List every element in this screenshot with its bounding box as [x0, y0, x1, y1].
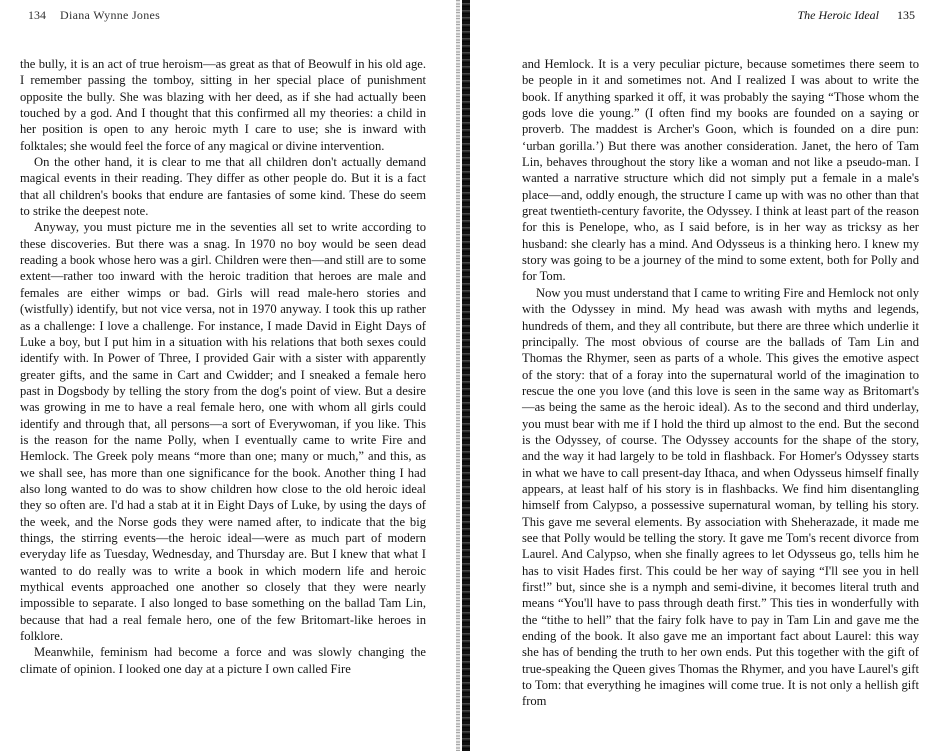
- book-spine: [462, 0, 470, 751]
- left-page-header: [20, 0, 426, 48]
- paragraph: Now you must understand that I came to writing Fire and Hemlock not only with the Odyssey in mind. My head was awash with myths and legends, hundreds of them, and they all contribute, but there are three which underlie it principally. The most obvious of course are the ballads of Tam Lin and Thomas the Rhymer, seen as parts of a whole. This gives the emotive aspect of the story: that of a foray into the supernatural world of the imagination to rescue the one you love (and this love is seen in the same way as Britomart's—as being the same as the heroic ideal). As to the second and third underlay, you must bear with me if I hold the third up almost to the end. But the second is the Odyssey, of course. The Odyssey accounts for the shape of the story, and the way it had largely to be told in flashback. For Homer's Odyssey starts in what we have to call present-day Ithaca, and when Odysseus himself finally appears, at least half of his story is in flashbacks. We find him disentangling himself from Calypso, a possessive supernatural woman, by telling his story. This gave me several elements. By association with Sheherazade, it made me see that Polly would be telling the story. It gave me Tom's recent divorce from Laurel. And Calypso, when she finally agrees to let Odysseus go, tells him he has to visit Hades first. This could be her way of saying “I'll see you in hell first!” but, since she is a nymph and semi-divine, it becomes literal truth and means “You'll have to pass through death first.” This ties in wonderfully with the “tithe to hell” that the fairy folk have to pay in Tam Lin and gave me the ending of the book. It also gave me an important fact about Laurel: this way she has of bending the truth to her own ends. Put this together with the gift of true-speaking the Queen gives Thomas the Rhymer, and you have Laurel's gift to Tom: that everything he imagines will come true. It is not only a hellish gift from: [522, 285, 919, 709]
- right-page-running-title: The Heroic Ideal: [797, 8, 879, 22]
- paragraph: and Hemlock. It is a very peculiar picture, because sometimes there seem to be people in it and sometimes not. And I realized I was about to write the book. If anything sparked it off, it was probably the saying “Those whom the gods love die young.” (I often find my books are founded on a saying or proverb. The maddest is Archer's Goon, which is founded on a dire pun: ‘urban gorilla.’) But there was another consideration. Janet, the hero of Tam Lin, behaves throughout the story like a woman and not like a pseudo-man. I wanted a narrative structure which did not simply put a female in a male's place—and, oddly enough, the structure I came up with was no other than that great twentieth-century favorite, the Odyssey. I think at least part of the reason for this is Penelope, who, as I said before, is in her way as tricksy as her husband: she clearly has a mind. And Odysseus is a thinking hero. I knew my story was going to be a journey of the mind to some extent, both for Polly and for Tom.: [522, 57, 919, 284]
- right-page-number: 135: [897, 8, 915, 22]
- right-page-body: [522, 56, 919, 710]
- left-page-body: [20, 56, 426, 677]
- left-page-running-title: Diana Wynne Jones: [60, 8, 161, 22]
- right-page-header: [522, 0, 919, 48]
- paragraph: Anyway, you must picture me in the seventies all set to write according to these discoveries. But there was a snag. In 1970 no boy would be seen dead reading a book whose hero was a girl. Children were then—and still are to some extent—rather too inward with the heroic tradition that heroes are male and females are either wimps or bad. Girls will read male-hero stories and (wistfully) identify, but not vice versa, not in 1970 anyway. I took this up rather as a challenge: I love a challenge. For instance, I made David in Eight Days of Luke a boy, but I put him in a situation with his relations that both sexes could identify with. In Power of Three, I provided Gair with a sister with apparently greater gifts, and the same in Cart and Cwidder; and I sneaked a female hero past in Dogsbody by telling the story from the dog's point of view. But a desire was growing in me to have a real female hero, one with whom all girls could identify and through that, all persons—a sort of Everywoman, if you like. This is the reason for the name Polly, when I eventually came to write Fire and Hemlock. The Greek poly means “more than one; many or much,” and this, as we shall see, has more than one significance for the book. Another thing I had also long wanted to do was to show children how close to the old heroic ideal they so often are. I'd had a stab at it in Eight Days of Luke, by using the days of the week, and the Norse gods they were named after, to indicate that the big things, the stirring events—the heroic ideal—were as much part of modern everyday life as Tuesday, Wednesday, and Thursday are. But I knew that what I wanted to do really was to write a book in which modern life and heroic mythical events approached one another so closely that they were nearly impossible to separate. I also longed to base something on the ballad Tam Lin, because that had a real female hero, one of the few Britomart-like heroes in folklore.: [20, 220, 426, 644]
- right-page: [486, 0, 947, 751]
- left-page-number: 134: [28, 8, 46, 22]
- spine-shadow: [456, 0, 460, 751]
- paragraph: On the other hand, it is clear to me that all children don't actually demand magical events in their reading. They differ as other people do. But it is a fact that all children's books that endure are fantasies of some kind. These do seem to strike the deepest note.: [20, 155, 426, 219]
- paragraph: Meanwhile, feminism had become a force and was slowly changing the climate of opinion. I looked one day at a picture I own called Fire: [20, 645, 426, 676]
- paragraph: the bully, it is an act of true heroism—as great as that of Beowulf in his old age. I remember passing the tomboy, sitting in her special place of punishment opposite the bully. She was blazing with her deed, as if she had actually been touched by a god. And I thought that this confirmed all my theories: a child in her position is open to any heroic myth I care to use; she is inward with folktales; she would feel the force of any magical or divine intervention.: [20, 57, 426, 153]
- left-page: [0, 0, 452, 751]
